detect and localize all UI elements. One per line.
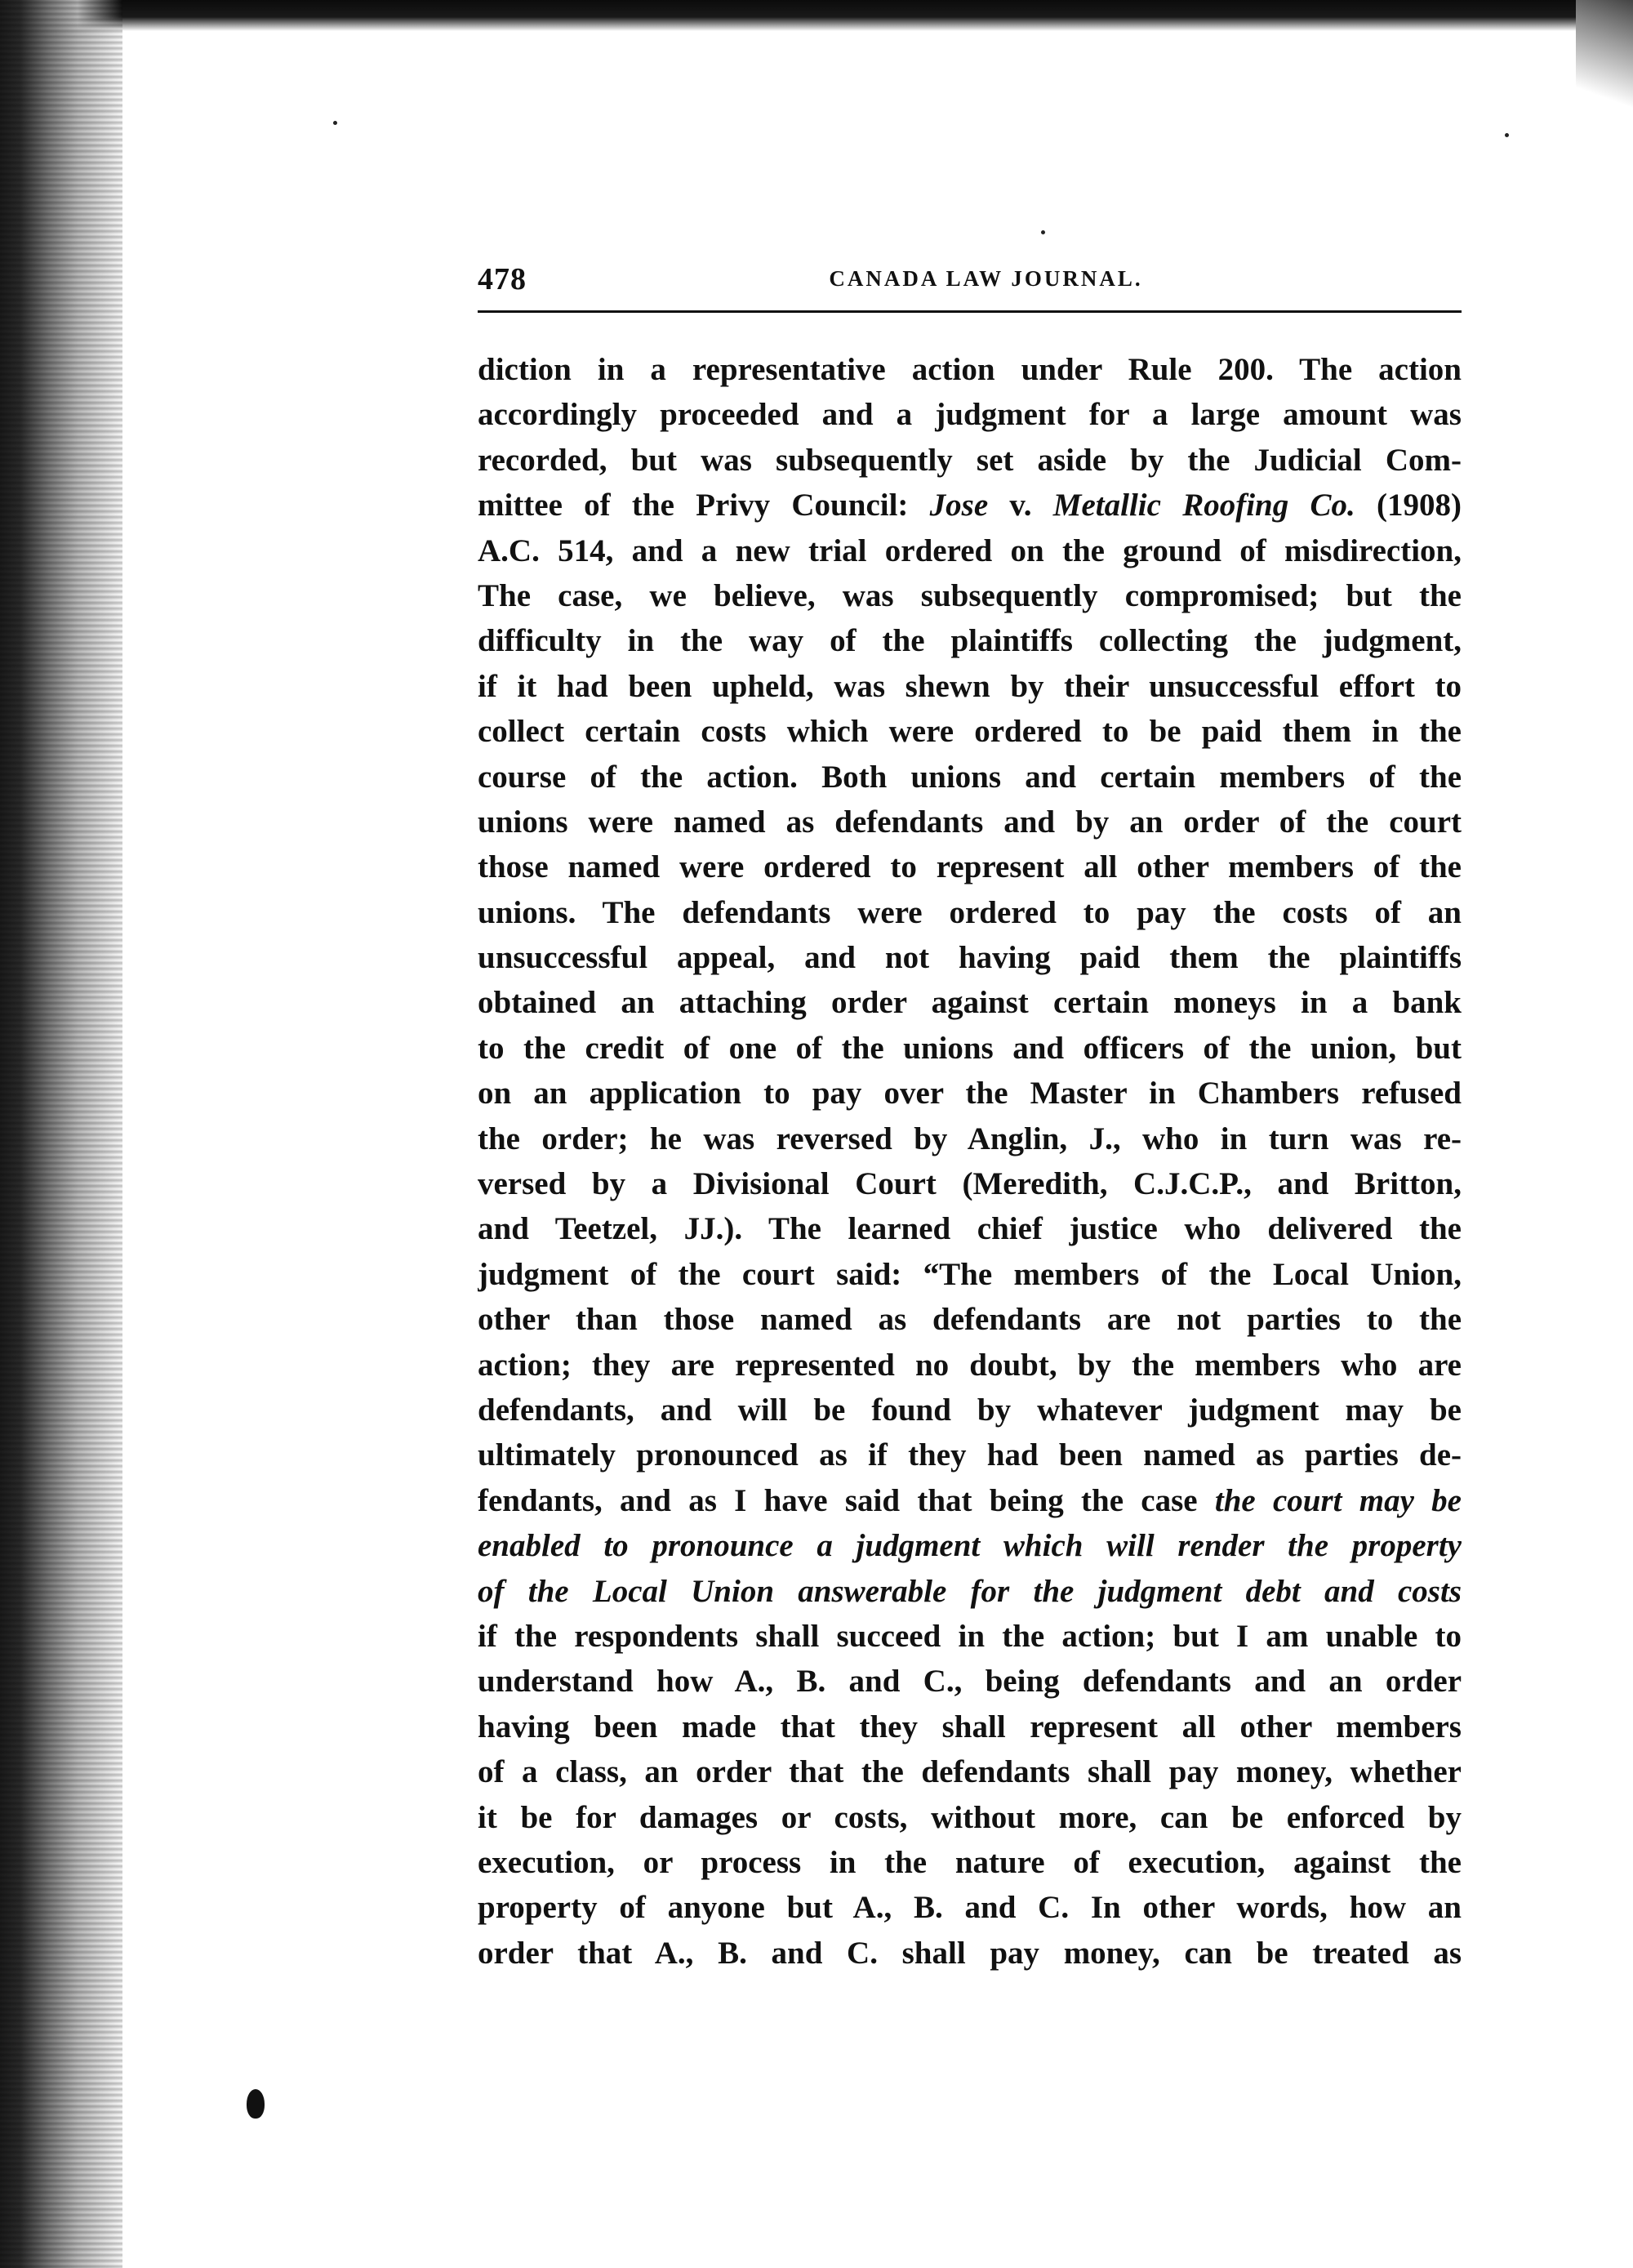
scan-speck (1041, 230, 1045, 234)
text-segment: fendants, and as I have said that being the case (478, 1482, 1215, 1518)
running-head (478, 261, 1462, 309)
text-segment: and Teetzel, JJ.). The learned chief justice who delivered the (478, 1211, 1462, 1247)
text-segment: course of the action. Both unions and certain members of the (478, 759, 1462, 795)
text-line (478, 755, 1462, 800)
ink-blot (247, 2089, 265, 2119)
text-line (478, 1704, 1462, 1749)
text-segment: the order; he was reversed by Anglin, J., who in turn was re- (478, 1121, 1462, 1156)
text-segment: understand how A., B. and C., being defendants and an order (478, 1664, 1462, 1700)
text-segment: unsuccessful appeal, and not having paid them the plaintiffs (478, 940, 1462, 976)
text-segment: A.C. 514, and a new trial ordered on the ground of misdirection, (478, 532, 1462, 568)
text-segment: order that A., B. and C. shall pay money, can be treated as (478, 1935, 1462, 1971)
text-segment: action; they are represented no doubt, by the members who are (478, 1347, 1462, 1383)
text-line (478, 1659, 1462, 1704)
article-body (478, 347, 1462, 1976)
journal-page (478, 261, 1462, 1976)
text-segment: other than those named as defendants are not parties to the (478, 1302, 1462, 1338)
text-segment: accordingly proceeded and a judgment for a large amount was (478, 397, 1462, 433)
text-segment: property of anyone but A., B. and C. In other words, how an (478, 1890, 1462, 1926)
text-line (478, 844, 1462, 889)
text-line (478, 347, 1462, 392)
text-line (478, 1026, 1462, 1071)
text-segment: versed by a Divisional Court (Meredith, C.J.C.P., and Britton, (478, 1166, 1462, 1202)
text-line (478, 573, 1462, 618)
text-segment: on an application to pay over the Master in Chambers refused (478, 1076, 1462, 1112)
scan-left-edge (0, 0, 122, 2268)
text-line (478, 1840, 1462, 1885)
text-segment: having been made that they shall represent all other members (478, 1709, 1462, 1744)
text-segment: defendants, and will be found by whatever judgment may be (478, 1392, 1462, 1428)
text-line (478, 1885, 1462, 1930)
text-segment: if it had been upheld, was shewn by their unsuccessful effort to (478, 668, 1462, 704)
text-line (478, 980, 1462, 1025)
text-segment: to the credit of one of the unions and officers of the union, but (478, 1030, 1462, 1066)
text-segment: unions. The defendants were ordered to pay the costs of an (478, 894, 1462, 930)
text-segment: unions were named as defendants and by an order of the court (478, 804, 1462, 840)
text-segment: ultimately pronounced as if they had been named as parties de- (478, 1437, 1462, 1473)
text-line (478, 1614, 1462, 1659)
text-line (478, 664, 1462, 709)
italic-segment: of the Local Union answerable for the judgment debt and costs (478, 1573, 1462, 1609)
italic-segment: Metallic Roofing Co. (1052, 488, 1355, 524)
scan-speck (1505, 133, 1509, 137)
text-line (478, 438, 1462, 483)
text-segment: difficulty in the way of the plaintiffs collecting the judgment, (478, 623, 1462, 659)
text-line (478, 1749, 1462, 1794)
text-line (478, 1388, 1462, 1433)
text-segment: recorded, but was subsequently set aside by the Judicial Com- (478, 442, 1462, 478)
text-segment: judgment of the court said: “The members of the Local Union, (478, 1256, 1462, 1292)
text-line (478, 1433, 1462, 1477)
text-segment: of a class, an order that the defendants shall pay money, whether (478, 1754, 1462, 1790)
text-segment: it be for damages or costs, without more, can be enforced by (478, 1799, 1462, 1835)
text-line (478, 483, 1462, 528)
scan-top-edge (0, 0, 1633, 31)
text-line (478, 800, 1462, 844)
italic-segment: the court may be (1214, 1482, 1462, 1518)
text-line (478, 618, 1462, 663)
text-line (478, 1523, 1462, 1568)
text-line (478, 1071, 1462, 1116)
text-segment: execution, or process in the nature of execution, against the (478, 1844, 1462, 1880)
italic-segment: Jose (929, 488, 989, 524)
text-line (478, 1569, 1462, 1614)
text-segment: (1908) (1355, 488, 1462, 524)
text-line (478, 1343, 1462, 1388)
text-line (478, 1931, 1462, 1976)
text-line (478, 1116, 1462, 1161)
text-line (478, 1297, 1462, 1342)
text-segment: v. (988, 488, 1053, 524)
text-line (478, 528, 1462, 573)
text-segment: collect certain costs which were ordered to be paid them in the (478, 714, 1462, 750)
text-line (478, 392, 1462, 437)
text-line (478, 709, 1462, 754)
header-rule (478, 310, 1462, 313)
text-line (478, 935, 1462, 980)
text-segment: those named were ordered to represent all other members of the (478, 849, 1462, 885)
text-segment: mittee of the Privy Council: (478, 488, 930, 524)
text-segment: diction in a representative action under Rule 200. The action (478, 352, 1462, 387)
text-line (478, 1252, 1462, 1297)
text-segment: The case, we believe, was subsequently compromised; but the (478, 577, 1462, 613)
scan-corner-shadow (1576, 0, 1633, 114)
text-segment: if the respondents shall succeed in the action; but I am unable to (478, 1618, 1462, 1654)
text-line (478, 1795, 1462, 1840)
scan-speck (333, 121, 337, 125)
page-number: 478 (478, 262, 527, 296)
text-line (478, 1206, 1462, 1251)
italic-segment: enabled to pronounce a judgment which will render the property (478, 1528, 1462, 1564)
journal-title: CANADA LAW JOURNAL. (829, 266, 1143, 291)
text-line (478, 1478, 1462, 1523)
text-segment: obtained an attaching order against certain moneys in a bank (478, 985, 1462, 1021)
text-line (478, 890, 1462, 935)
text-line (478, 1161, 1462, 1206)
